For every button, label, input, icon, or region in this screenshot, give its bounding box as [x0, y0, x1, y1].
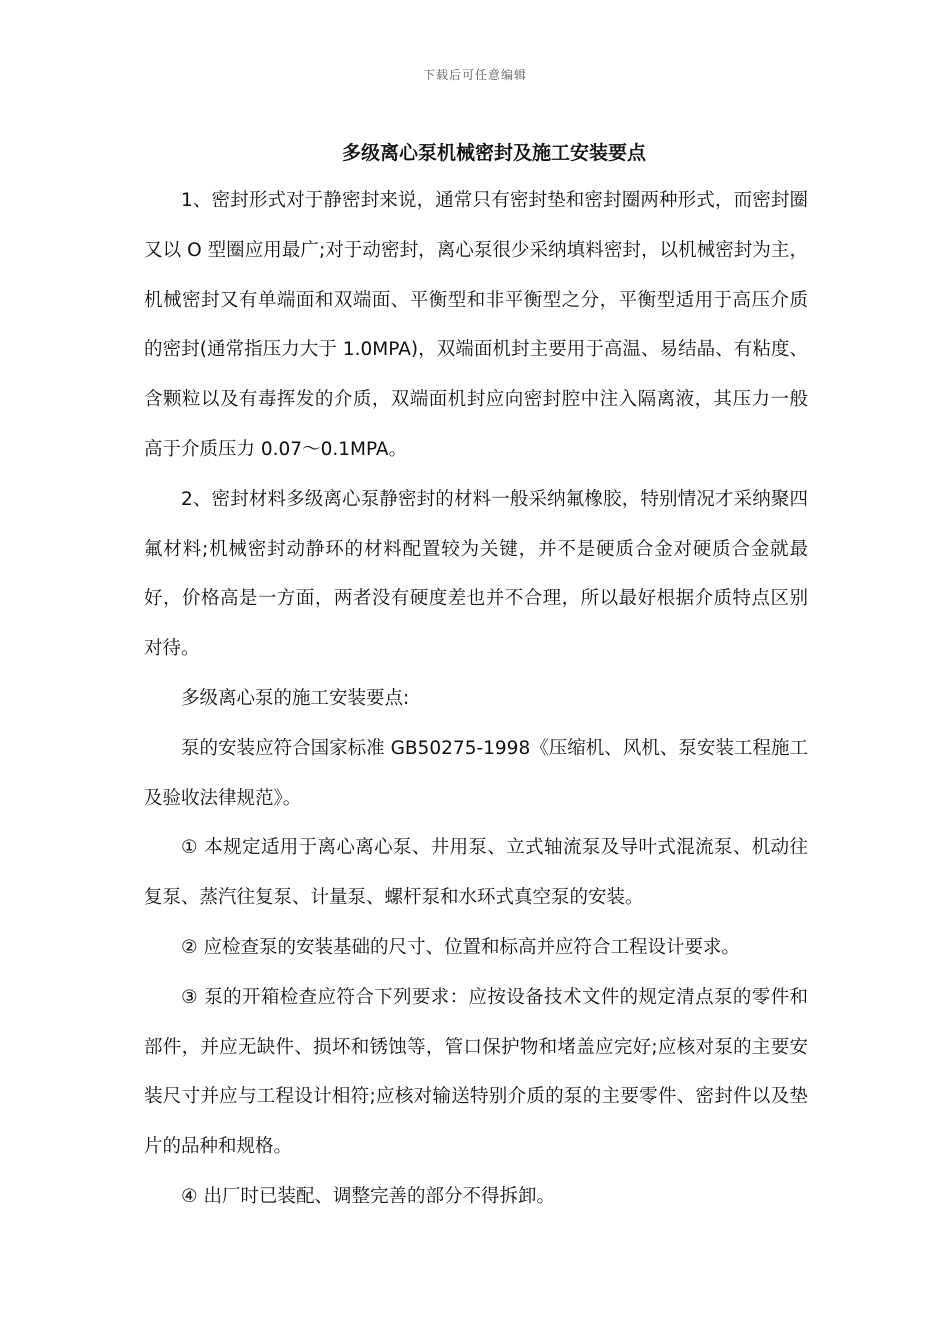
document-title: 多级离心泵机械密封及施工安装要点	[341, 142, 646, 164]
paragraph-item-2: ② 应检查泵的安装基础的尺寸、位置和标高并应符合工程设计要求。	[181, 936, 740, 958]
paragraph-item-3: ③ 泵的开箱检查应符合下列要求：应按设备技术文件的规定清点泵的零件和部件，并应无缺件、损坏和锈蚀等，管口保护物和堵盖应完好;应核对泵的主要安装尺寸并应与工程设计相符;应核对输送特别介质的泵的主要零件、密封件以及垫片的品种和规格。	[144, 986, 808, 1158]
paragraph-seal-material: 2、密封材料多级离心泵静密封的材料一般采纳氟橡胶，特别情况才采纳聚四氟材料;机械密封动静环的材料配置较为关键，并不是硬质合金对硬质合金就最好，价格高是一方面，两者没有硬度差也并不合理，所以最好根据介质特点区别对待。	[144, 488, 808, 660]
paragraph-install-standard: 泵的安装应符合国家标准 GB50275-1998《压缩机、风机、泵安装工程施工及验收法律规范》。	[144, 737, 808, 809]
paragraph-item-4: ④ 出厂时已装配、调整完善的部分不得拆卸。	[181, 1185, 555, 1207]
paragraph-install-heading: 多级离心泵的施工安装要点:	[181, 687, 410, 709]
paragraph-seal-form: 1、密封形式对于静密封来说，通常只有密封垫和密封圈两种形式，而密封圈又以 O 型圈应用最广;对于动密封，离心泵很少采纳填料密封，以机械密封为主，机械密封又有单端面和双端面、平衡型和非平衡型之分，平衡型适用于高压介质的密封(通常指压力大于 1.0MPA)，双端面机封主要用于高温、易结晶、有粘度、含颗粒以及有毒挥发的介质，双端面机封应向密封腔中注入隔离液，其压力一般高于介质压力 0.07～0.1MPA。	[144, 190, 808, 460]
header-note: 下载后可任意编辑	[422, 68, 527, 82]
paragraph-item-1: ① 本规定适用于离心离心泵、井用泵、立式轴流泵及导叶式混流泵、机动往复泵、蒸汽往复泵、计量泵、螺杆泵和水环式真空泵的安装。	[144, 837, 808, 909]
document-body	[144, 176, 808, 1222]
